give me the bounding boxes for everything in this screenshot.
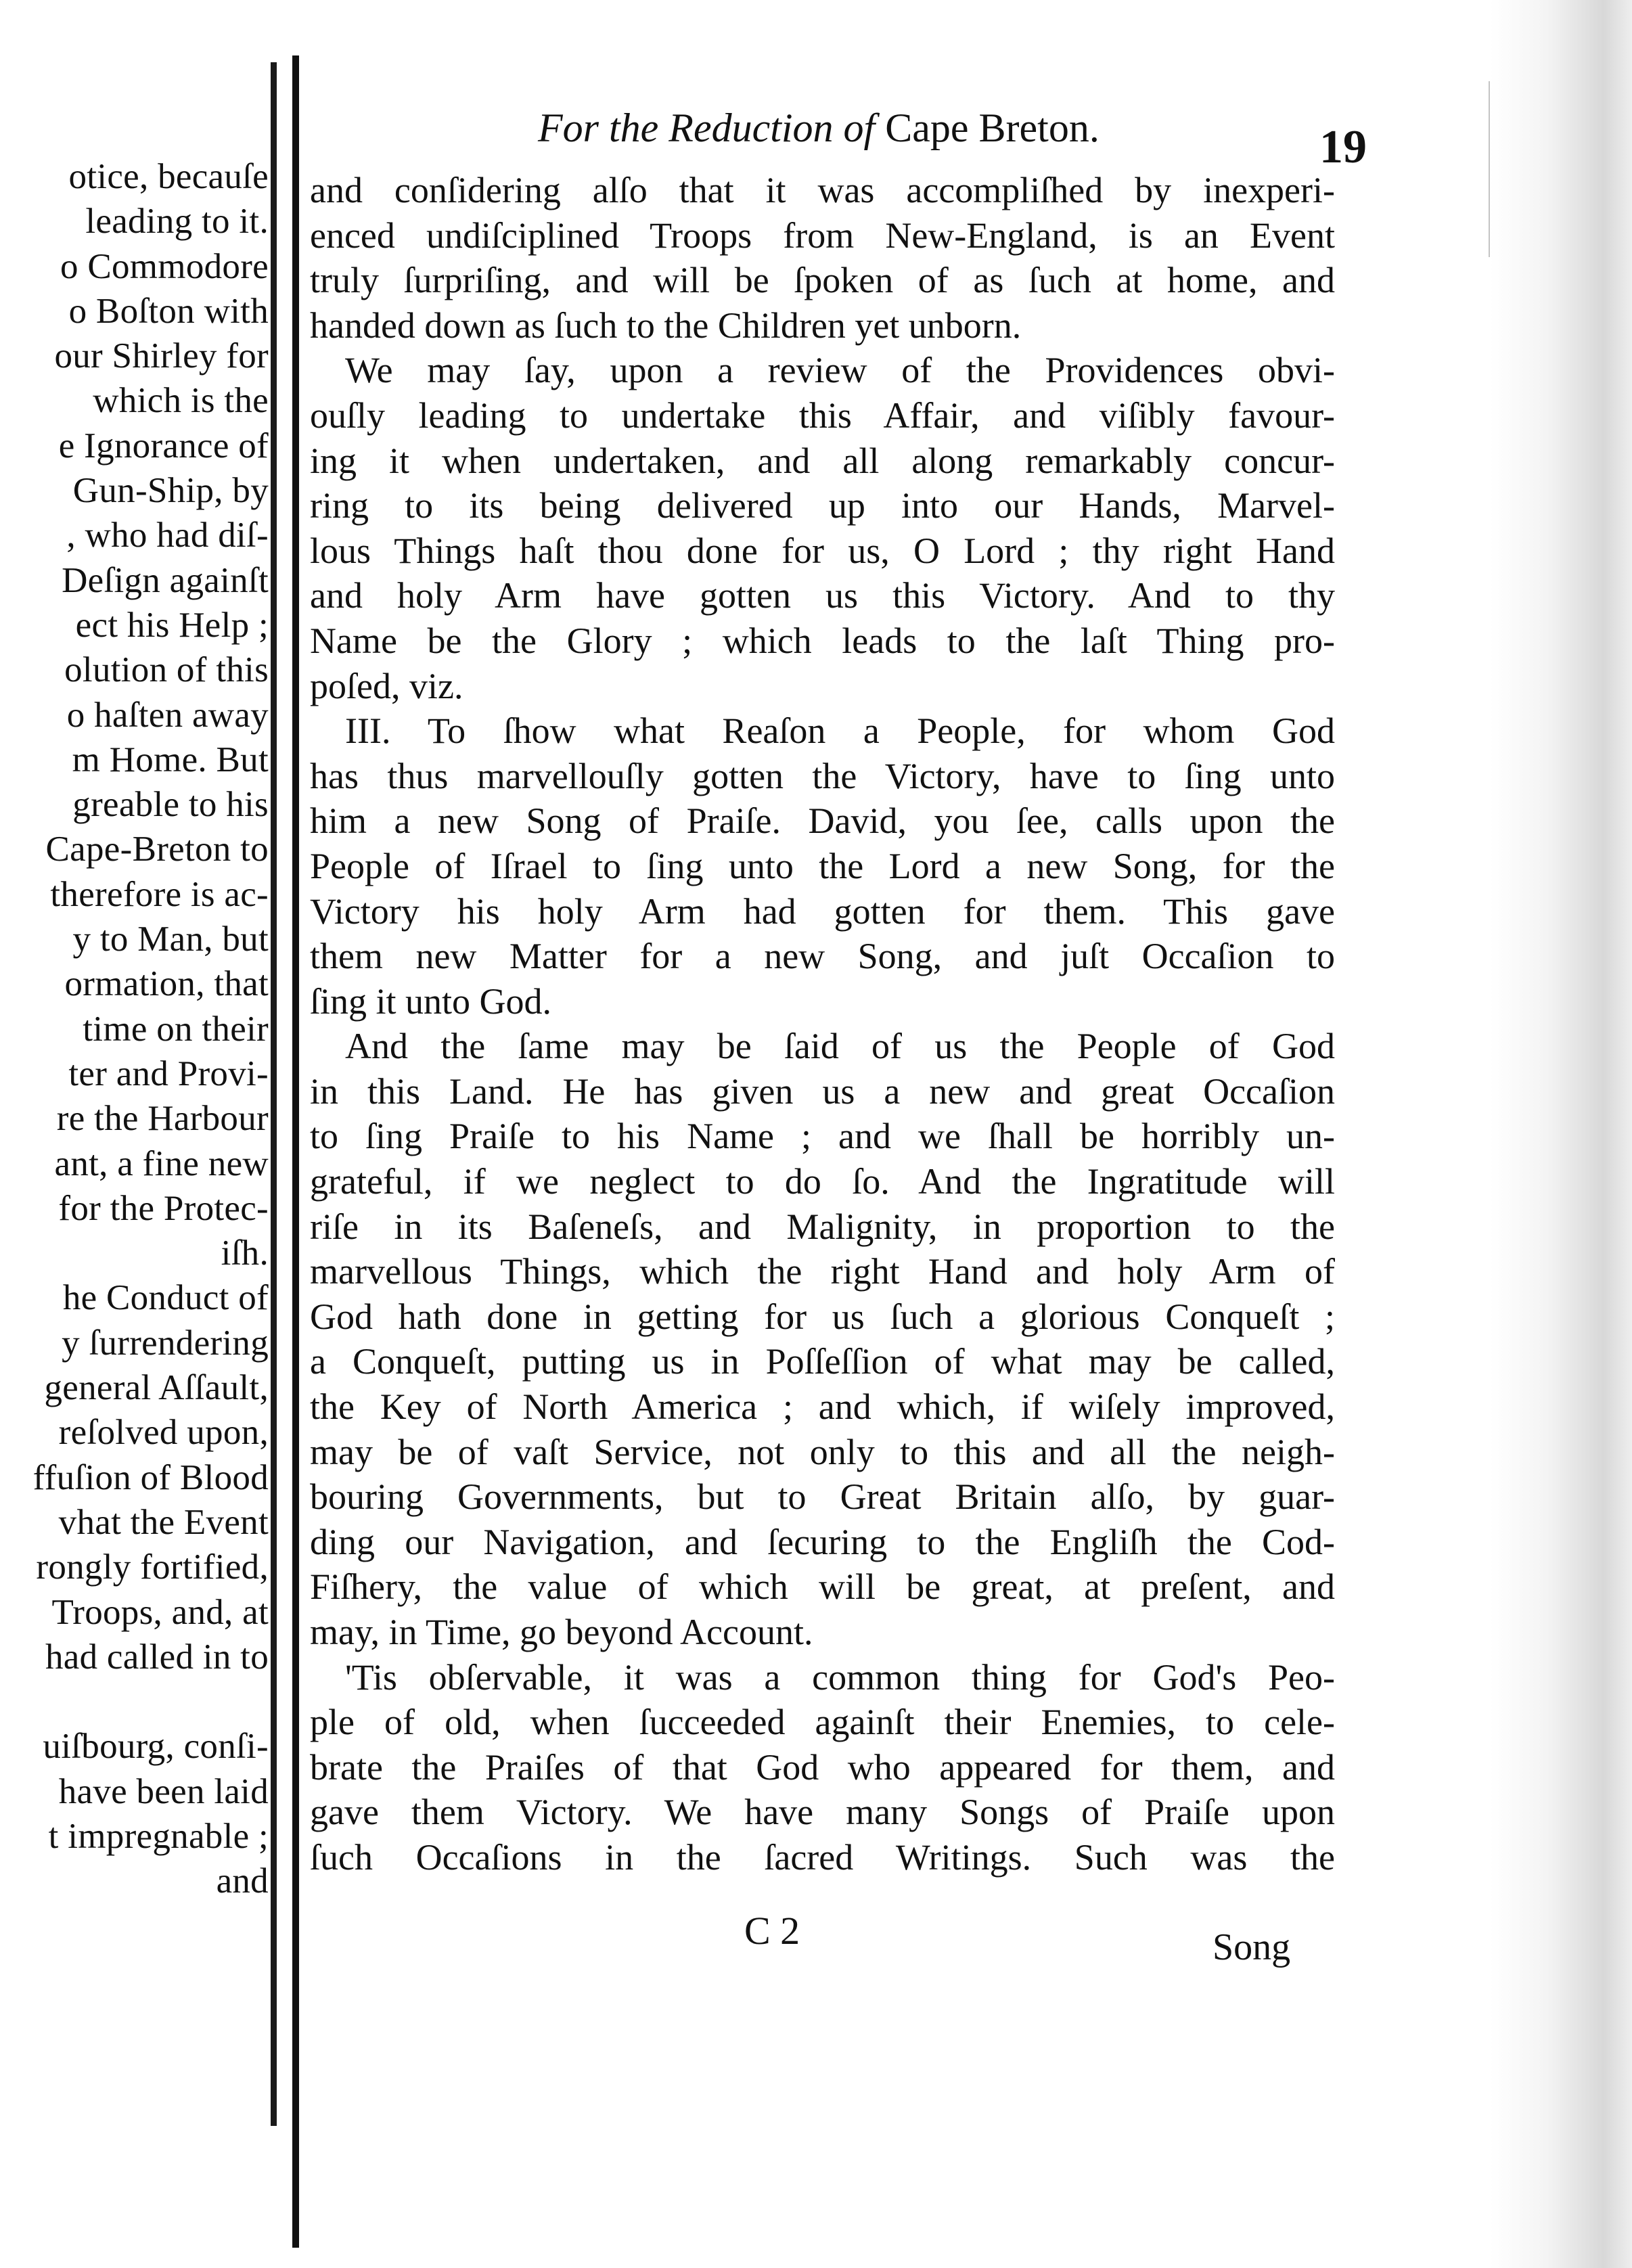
left-page-line: m Home. But [72,740,269,779]
text-line: ple of old, when ſucceeded againſt their Enemies, to cele- [310,1702,1335,1743]
left-page-line: uiſbourg, conſi- [43,1727,269,1767]
text-line: and conſidering alſo that it was accompliſhed by inexperi- [310,170,1335,210]
left-page-line: t impregnable ; [48,1816,269,1856]
text-line: the Key of North America ; and which, if wiſely improved, [310,1386,1335,1428]
text-line: in this Land. He has given us a new and great Occaſion [310,1070,1335,1112]
text-line: truly ſurpriſing, and will be ſpoken of as ſuch at home, and [310,260,1335,301]
left-page-line: Cape-Breton to [45,830,269,869]
running-head-italic: For the Reduction of [538,106,876,150]
text-line: and holy Arm have gotten us this Victory. And to thy [310,575,1335,616]
text-line: lous Things haſt thou done for us, O Lord ; thy right Hand [310,530,1335,571]
text-line: riſe in its Baſeneſs, and Malignity, in proportion to the [310,1206,1335,1247]
text-line: ſuch Occaſions in the ſacred Writings. Such was the [310,1836,1335,1878]
left-page-line: ormation, that [64,964,269,1004]
text-line: We may ſay, upon a review of the Providences obvi- [345,350,1335,391]
left-page-line: general Aſſault, [44,1368,269,1408]
left-page-line: iſh. [221,1233,269,1273]
text-line: them new Matter for a new Song, and juſt Occaſion to [310,936,1335,977]
left-page-fragment [0,0,281,2268]
left-page-line: have been laid [58,1771,269,1811]
text-line: handed down as ſuch to the Children yet unborn. [310,304,1022,346]
text-line: People of Iſrael to ſing unto the Lord a new Song, for the [310,845,1335,886]
gutter-rule-outer [271,62,277,2126]
left-page-line: Troops, and, at [51,1592,269,1632]
text-line: ring to its being delivered up into our Hands, Marvel- [310,485,1335,526]
left-page-line: time on their [83,1009,269,1049]
text-line: bouring Governments, but to Great Britain alſo, by guar- [310,1476,1335,1518]
left-page-line: leading to it. [85,202,269,242]
text-line: gave them Victory. We have many Songs of Praiſe upon [310,1792,1335,1833]
text-line: may, in Time, go beyond Account. [310,1612,813,1652]
left-page-line: reſolved upon, [58,1413,269,1453]
left-page-line: which is the [93,381,269,421]
left-page-line: olution of this [64,650,269,690]
body-text [310,168,1335,1880]
running-head-roman: Cape Breton. [885,106,1100,150]
text-line: may be of vaſt Service, not only to this and all the neigh- [310,1431,1335,1472]
left-page-line: for the Protec- [58,1188,269,1228]
running-head [538,105,1100,152]
left-page-line: ect his Help ; [75,605,269,645]
left-page-line: had called in to [45,1637,269,1677]
text-line: has thus marvellouſly gotten the Victory, have to ſing unto [310,755,1335,796]
left-page-text [0,154,269,1904]
text-line: a Conqueſt, putting us in Poſſeſſion of what may be called, [310,1341,1335,1382]
text-line: to ſing Praiſe to his Name ; and we ſhall be horribly un- [310,1116,1335,1157]
left-page-line: he Conduct of [62,1278,269,1318]
left-page-line: rongly fortified, [36,1547,269,1587]
left-page-line: y ſurrendering [62,1323,269,1363]
text-line: enced undiſciplined Troops from New-England, is an Event [310,214,1335,256]
text-line: grateful, if we neglect to do ſo. And the Ingratitude will [310,1161,1335,1202]
text-line: him a new Song of Praiſe. David, you ſee, calls upon the [310,800,1335,842]
signature-mark: C 2 [744,1909,800,1953]
right-page [298,14,1632,2268]
left-page-line: y to Man, but [72,920,269,959]
left-page-line: therefore is ac- [50,874,269,914]
left-page-line: our Shirley for [54,336,269,376]
left-page-line: and [216,1861,269,1901]
text-line: III. To ſhow what Reaſon a People, for whom God [345,710,1335,752]
left-page-line: o Commodore [60,246,269,286]
text-line: Victory his holy Arm had gotten for them. This gave [310,890,1335,932]
text-line: brate the Praiſes of that God who appeared for them, and [310,1746,1335,1788]
text-line: ding our Navigation, and ſecuring to the Engliſh the Cod- [310,1521,1335,1562]
left-page-line: e Ignorance of [58,426,269,466]
left-page-line: o haſten away [66,695,269,735]
left-page-line: ter and Provi- [68,1053,269,1093]
left-page-line: otice, becauſe [68,157,269,196]
page-number: 19 [1319,121,1367,173]
text-line: Fiſhery, the value of which will be great, at preſent, and [310,1566,1335,1608]
catchword: Song [1212,1926,1291,1968]
left-page-line [0,1679,269,1724]
text-line: marvellous Things, which the right Hand and holy Arm of [310,1251,1335,1292]
text-line: ſing it unto God. [310,980,552,1022]
text-line: God hath done in getting for us ſuch a glorious Conqueſt ; [310,1296,1335,1337]
left-page-line: ffuſion of Blood [32,1457,269,1497]
left-page-line: re the Harbour [56,1099,269,1139]
text-line: ing it when undertaken, and all along remarkably concur- [310,440,1335,481]
text-line: 'Tis obſervable, it was a common thing for God's Peo- [345,1656,1335,1698]
text-line: And the ſame may be ſaid of us the People of God [345,1026,1335,1067]
left-page-line: vhat the Event [58,1502,269,1542]
left-page-line: ant, a fine new [54,1143,269,1183]
text-line: Name be the Glory ; which leads to the laſt Thing pro- [310,620,1335,661]
left-page-line: Deſign againſt [62,560,269,600]
page-edge-shadow [1490,0,1632,2268]
left-page-line: o Boſton with [68,291,269,331]
text-line: poſed, viz. [310,665,463,706]
left-page-line: , who had diſ- [66,516,269,555]
left-page-line: greable to his [72,785,269,825]
text-line: ouſly leading to undertake this Affair, and viſibly favour- [310,394,1335,436]
left-page-line: Gun-Ship, by [72,471,269,511]
